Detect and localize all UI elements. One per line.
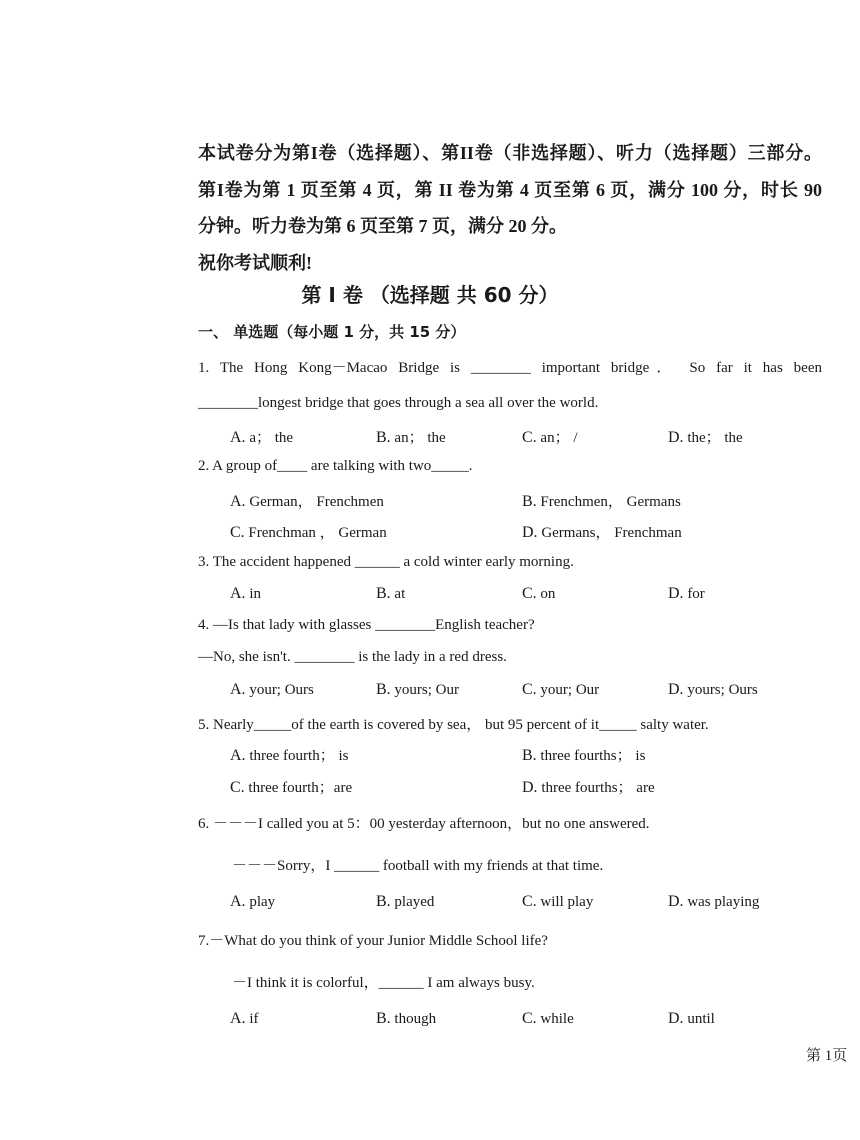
- question-2-line-1: 2. A group of____ are talking with two_____.: [198, 458, 473, 474]
- section-heading: 一、 单选题（每小题 1 分，共 15 分）: [198, 323, 466, 341]
- question-5-option-d: D. three fourths； are: [522, 779, 655, 796]
- question-1-option-b: B. an； the: [376, 429, 446, 446]
- question-1-option-c: C. an； /: [522, 429, 578, 446]
- question-4-option-d: D. yours; Ours: [668, 681, 758, 698]
- question-4-option-b: B. yours; Our: [376, 681, 459, 698]
- question-6-line-1: 6. －－－I called you at 5：00 yesterday afternoon，but no one answered.: [198, 816, 650, 832]
- intro-line-2: 第I卷为第 1 页至第 4 页，第 II 卷为第 4 页至第 6 页，满分 100 分，时长 90: [198, 180, 822, 200]
- question-5-line-1: 5. Nearly_____of the earth is covered by sea， but 95 percent of it_____ salty water.: [198, 717, 709, 733]
- question-6-option-d: D. was playing: [668, 893, 760, 910]
- question-2-option-c: C. Frenchman ， German: [230, 524, 387, 541]
- question-7-option-a: A. if: [230, 1010, 259, 1027]
- part-title: 第 I 卷 （选择题 共 60 分）: [301, 283, 559, 307]
- question-4-option-c: C. your; Our: [522, 681, 600, 698]
- question-7-option-b: B. though: [376, 1010, 437, 1027]
- question-7-line-1: 7.－What do you think of your Junior Middle School life?: [198, 933, 548, 949]
- question-6-line-2: －－－Sorry，I ______ football with my friends at that time.: [232, 858, 604, 874]
- question-3-option-d: D. for: [668, 585, 705, 602]
- intro-line-4: 祝你考试顺利!: [198, 253, 312, 273]
- question-4-line-1: 4. —Is that lady with glasses ________English teacher?: [198, 617, 535, 633]
- question-4-line-2: —No, she isn't. ________ is the lady in a red dress.: [198, 649, 507, 665]
- question-5-option-b: B. three fourths； is: [522, 747, 646, 764]
- question-3-option-c: C. on: [522, 585, 556, 602]
- question-3-option-b: B. at: [376, 585, 406, 602]
- intro-line-1: 本试卷分为第I卷（选择题）、第II卷（非选择题）、听力（选择题）三部分。: [198, 143, 822, 163]
- question-6-option-a: A. play: [230, 893, 276, 910]
- question-1-line-1: 1. The Hong Kong－Macao Bridge is ________ important bridge． So far it has been: [198, 360, 822, 376]
- question-5-option-c: C. three fourth；are: [230, 779, 353, 796]
- question-1-line-2: ________longest bridge that goes through a sea all over the world.: [198, 395, 599, 411]
- question-2-option-a: A. German， Frenchmen: [230, 493, 384, 510]
- question-7-option-c: C. while: [522, 1010, 574, 1027]
- question-1-option-d: D. the； the: [668, 429, 743, 446]
- question-4-option-a: A. your; Ours: [230, 681, 314, 698]
- question-2-option-b: B. Frenchmen， Germans: [522, 493, 681, 510]
- question-7-line-2: －I think it is colorful，______ I am always busy.: [232, 975, 535, 991]
- question-5-option-a: A. three fourth； is: [230, 747, 349, 764]
- intro-line-3: 分钟。听力卷为第 6 页至第 7 页，满分 20 分。: [198, 216, 567, 236]
- question-1-option-a: A. a； the: [230, 429, 294, 446]
- question-3-option-a: A. in: [230, 585, 261, 602]
- question-6-option-b: B. played: [376, 893, 435, 910]
- question-7-option-d: D. until: [668, 1010, 715, 1027]
- question-3-line-1: 3. The accident happened ______ a cold winter early morning.: [198, 554, 574, 570]
- question-6-option-c: C. will play: [522, 893, 594, 910]
- page-number: 第 1页: [806, 1048, 848, 1064]
- question-2-option-d: D. Germans， Frenchman: [522, 524, 682, 541]
